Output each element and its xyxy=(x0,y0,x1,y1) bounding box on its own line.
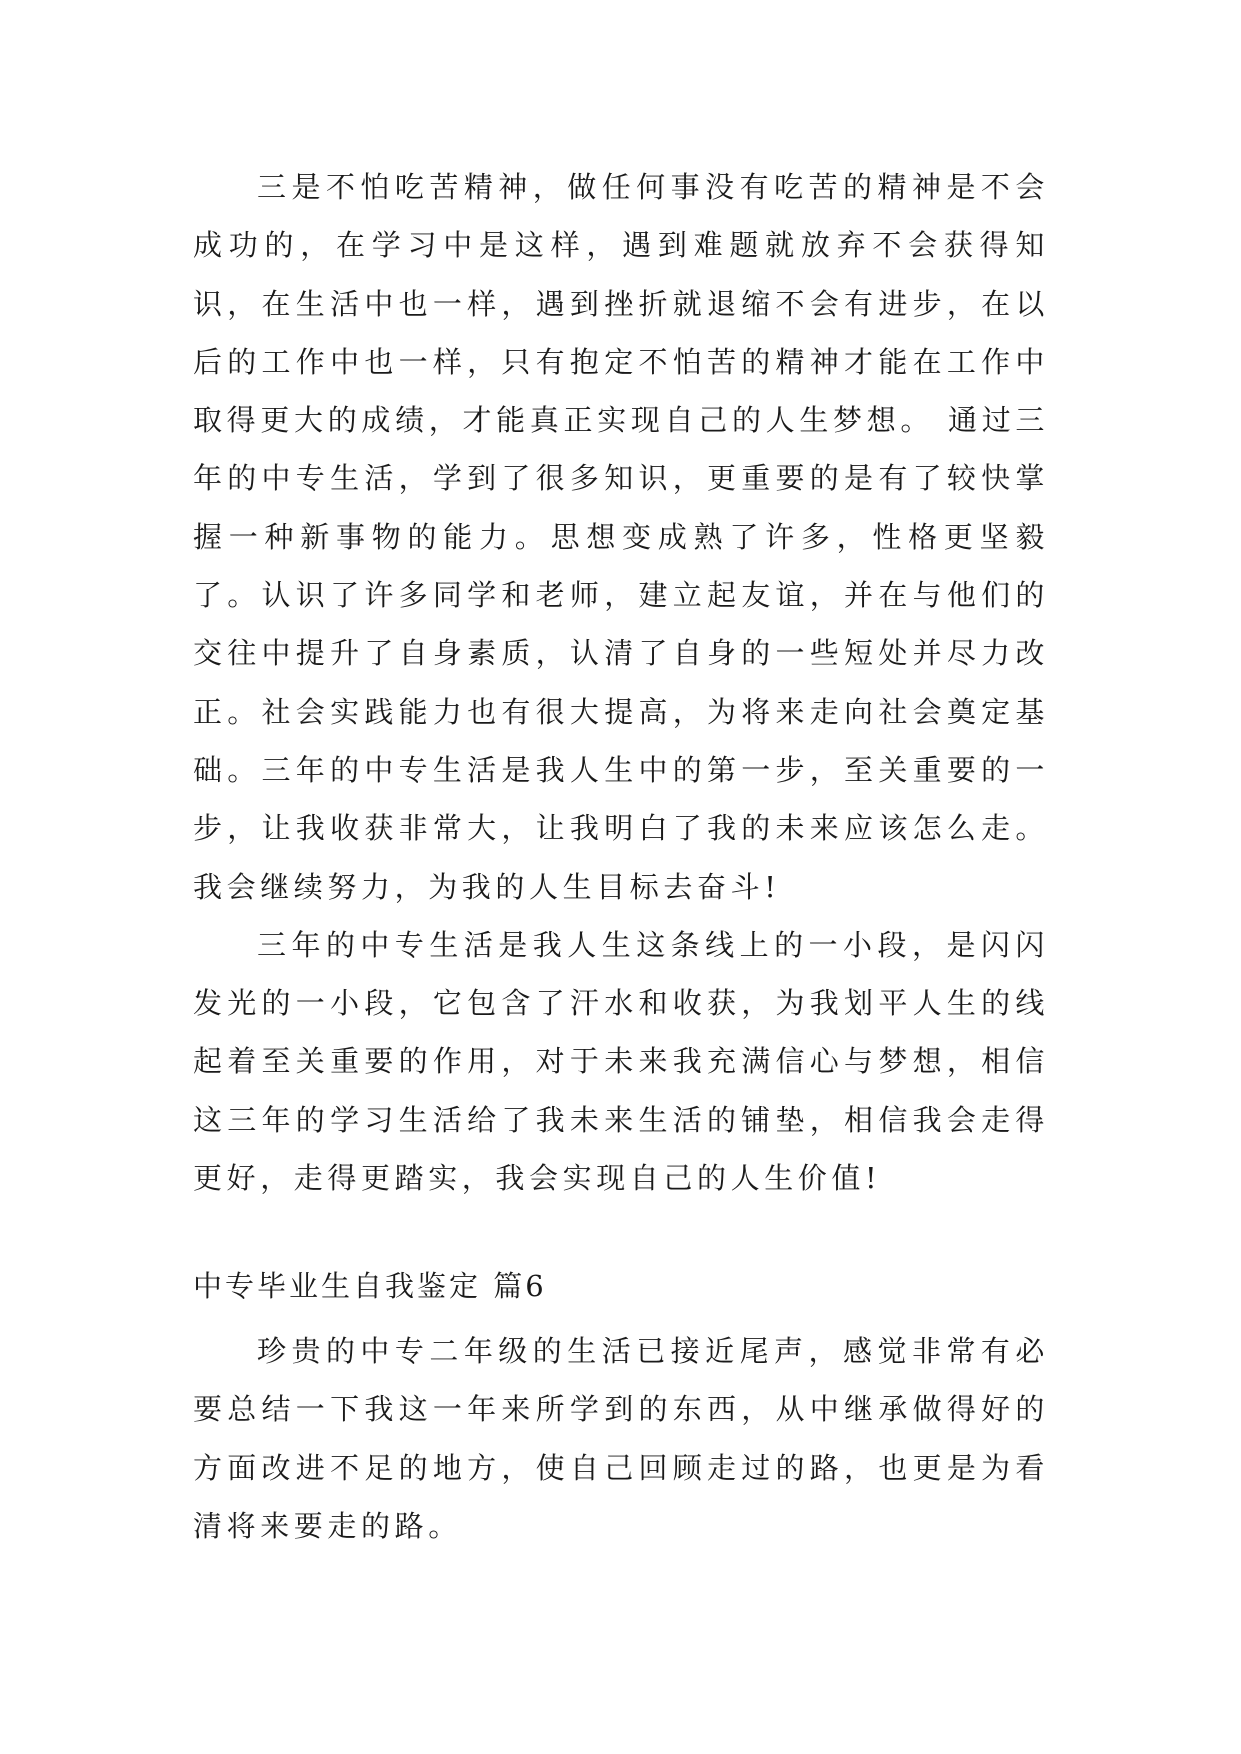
body-text-bottom xyxy=(193,1322,1049,1555)
paragraph: 三是不怕吃苦精神，做任何事没有吃苦的精神是不会成功的，在学习中是这样，遇到难题就放弃不会获得知识，在生活中也一样，遇到挫折就退缩不会有进步，在以后的工作中也一样，只有抱定不怕苦的精神才能在工作中取得更大的成绩，才能真正实现自己的人生梦想。 通过三年的中专生活，学到了很多知识，更重要的是有了较快掌握一种新事物的能力。思想变成熟了许多，性格更坚毅了。认识了许多同学和老师，建立起友谊，并在与他们的交往中提升了自身素质，认清了自身的一些短处并尽力改正。社会实践能力也有很大提高，为将来走向社会奠定基础。三年的中专生活是我人生中的第一步，至关重要的一步，让我收获非常大，让我明白了我的未来应该怎么走。我会继续努力，为我的人生目标去奋斗! xyxy=(193,170,1049,904)
paragraph: 珍贵的中专二年级的生活已接近尾声，感觉非常有必要总结一下我这一年来所学到的东西，从中继承做得好的方面改进不足的地方，使自己回顾走过的路，也更是为看清将来要走的路。 xyxy=(193,1334,1049,1543)
paragraph: 三年的中专生活是我人生这条线上的一小段，是闪闪发光的一小段，它包含了汗水和收获，为我划平人生的线起着至关重要的作用，对于未来我充满信心与梦想，相信这三年的学习生活给了我未来生活的铺垫，相信我会走得更好，走得更踏实，我会实现自己的人生价值! xyxy=(193,927,1049,1196)
body-text-top xyxy=(193,158,1049,1207)
section-heading: 中专毕业生自我鉴定 篇6 xyxy=(193,1269,547,1303)
